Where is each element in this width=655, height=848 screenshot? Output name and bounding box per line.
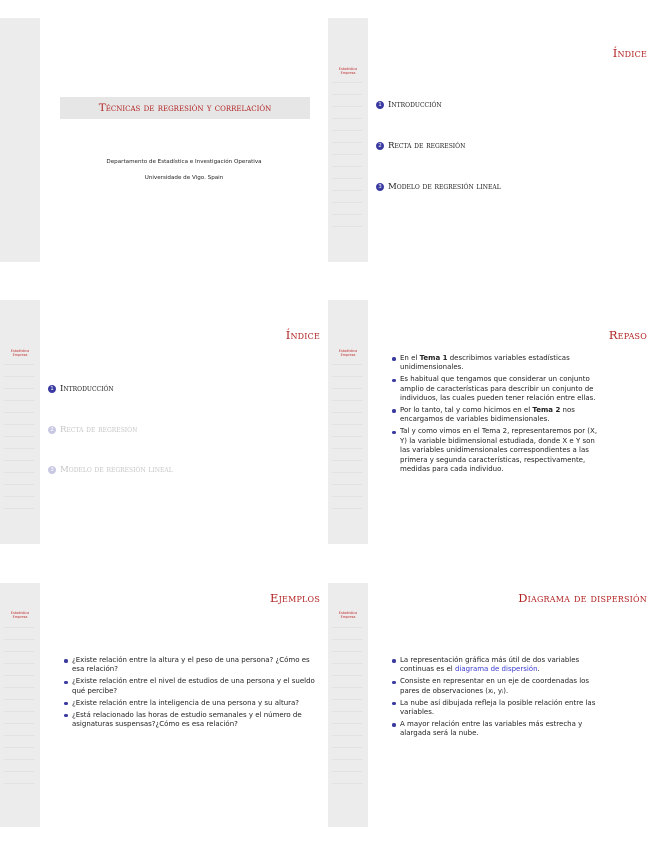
sidebar (328, 583, 368, 827)
bullet-list (392, 354, 604, 477)
toc-number-3: 3 (48, 466, 56, 474)
list-item: Es habitual que tengamos que considerar un conjunto amplio de características para describir un conjunto de individuos, las cuales pueden tener relación entre ellas. (392, 375, 604, 403)
list-item: ¿Está relacionado las horas de estudio semanales y el número de asignaturas suspensas?¿Cómo es esa relación? (64, 711, 316, 730)
toc-number-1: 1 (48, 385, 56, 393)
presentation-title: Técnicas de regresión y correlación (60, 97, 310, 119)
sidebar (0, 583, 40, 827)
list-item: Por lo tanto, tal y como hicimos en el Tema 2 nos encargamos de variables bidimensionales. (392, 406, 604, 425)
sidebar-label: Estadística Empresa (10, 611, 30, 620)
slide-index-intro (0, 300, 328, 544)
slide-index (328, 18, 655, 262)
list-item: A mayor relación entre las variables más estrecha y alargada será la nube. (392, 720, 604, 739)
sidebar-label: Estadística Empresa (338, 611, 358, 620)
toc-number-2: 2 (376, 142, 384, 150)
toc-item-1[interactable]: 1 Introducción (48, 384, 114, 394)
bullet-list (392, 656, 604, 741)
sidebar (0, 300, 40, 544)
toc-item-2[interactable]: 2 Recta de regresión (376, 141, 465, 151)
list-item: Consiste en representar en un eje de coordenadas los pares de observaciones (xᵢ, yᵢ). (392, 677, 604, 696)
slide-title (0, 18, 328, 262)
toc-number-3: 3 (376, 183, 384, 191)
toc-item-2[interactable]: 2 Recta de regresión (48, 425, 137, 435)
frame-title: Ejemplos (270, 591, 320, 605)
frame-title: Repaso (608, 328, 647, 342)
sidebar-label: Estadística Empresa (338, 349, 358, 358)
toc-item-3[interactable]: 3 Modelo de regresión lineal (376, 182, 501, 192)
sidebar-label: Estadística Empresa (10, 349, 30, 358)
list-item: ¿Existe relación entre la altura y el peso de una persona? ¿Cómo es esa relación? (64, 656, 316, 675)
sidebar (328, 18, 368, 262)
list-item: La representación gráfica más útil de dos variables continuas es el diagrama de dispersión. (392, 656, 604, 675)
frame-title: Índice (285, 328, 320, 342)
list-item: Tal y como vimos en el Tema 2, representaremos por (X, Y) la variable bidimensional estudiada, donde X e Y son las variables unidimensionales correspondientes a las primera y segunda características, respectivamente, medidas para cada individuo. (392, 427, 604, 474)
slide-diagrama (328, 583, 655, 827)
frame-title: Diagrama de dispersión (518, 591, 647, 605)
frame-title: Índice (612, 46, 647, 60)
scatter-diagram-link[interactable]: diagrama de dispersión (454, 665, 538, 674)
list-item: ¿Existe relación entre la inteligencia de una persona y su altura? (64, 699, 316, 708)
bullet-list (64, 656, 316, 732)
toc-number-1: 1 (376, 101, 384, 109)
slide-ejemplos (0, 583, 328, 827)
toc-number-2: 2 (48, 426, 56, 434)
sidebar-label: Estadística Empresa (338, 67, 358, 76)
department-text: Departamento de Estadística e Investigación Operativa (106, 159, 262, 165)
toc-item-3[interactable]: 3 Modelo de regresión lineal (48, 465, 173, 475)
list-item: La nube así dibujada refleja la posible relación entre las variables. (392, 699, 604, 718)
sidebar (0, 18, 40, 262)
toc-item-1[interactable]: 1 Introducción (376, 100, 442, 110)
slide-repaso (328, 300, 655, 544)
university-text: Universidade de Vigo. Spain (144, 175, 224, 181)
list-item: En el Tema 1 describimos variables estadísticas unidimensionales. (392, 354, 604, 373)
sidebar (328, 300, 368, 544)
list-item: ¿Existe relación entre el nivel de estudios de una persona y el sueldo qué percibe? (64, 677, 316, 696)
